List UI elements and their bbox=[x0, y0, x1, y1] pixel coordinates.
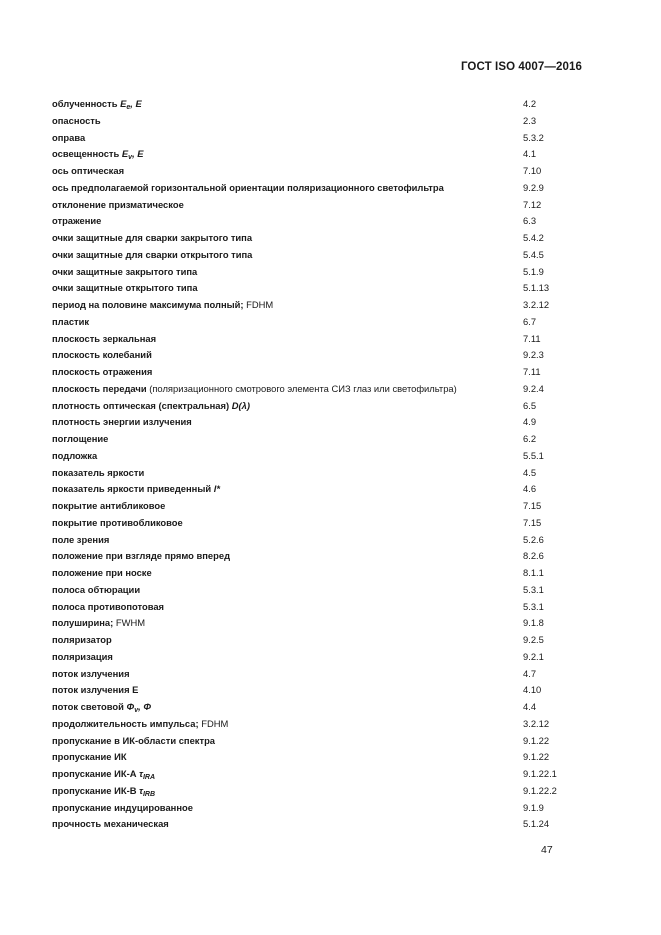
term-text: подложка bbox=[52, 449, 98, 461]
index-term bbox=[52, 565, 152, 582]
term-text: поглощение bbox=[52, 433, 109, 444]
section-reference: 4.1 bbox=[523, 148, 537, 160]
symbol-part: E bbox=[121, 148, 129, 160]
index-term bbox=[52, 615, 145, 632]
symbol-part: , bbox=[132, 148, 138, 160]
symbol-part: τ bbox=[139, 784, 143, 796]
section-reference: 5.3.2 bbox=[523, 131, 544, 143]
term-text: покрытие противобликовое bbox=[52, 516, 183, 528]
index-row bbox=[52, 414, 592, 431]
index-row bbox=[52, 733, 592, 750]
index-row bbox=[52, 615, 592, 632]
index-row bbox=[52, 481, 592, 498]
section-reference: 4.6 bbox=[523, 483, 537, 495]
section-reference: 3.2.12 bbox=[523, 299, 550, 310]
index-row bbox=[52, 331, 592, 348]
index-row bbox=[52, 431, 592, 448]
index-row bbox=[52, 599, 592, 616]
term-text: освещенность bbox=[52, 148, 120, 160]
term-symbol bbox=[120, 98, 142, 109]
term-text: показатель яркости приведенный bbox=[52, 483, 212, 495]
index-term bbox=[52, 548, 230, 565]
index-term bbox=[52, 180, 444, 197]
index-term bbox=[52, 113, 101, 130]
term-symbol bbox=[121, 148, 144, 162]
symbol-subscript: v bbox=[128, 154, 133, 162]
index-term bbox=[52, 381, 457, 398]
index-term bbox=[52, 783, 155, 800]
term-text: пропускание ИК-В bbox=[52, 784, 137, 796]
term-text: поле зрения bbox=[52, 533, 110, 545]
index-row bbox=[52, 699, 592, 716]
index-term bbox=[52, 163, 124, 180]
index-term bbox=[52, 632, 112, 649]
section-reference: 5.2.6 bbox=[523, 533, 544, 545]
index-term bbox=[52, 297, 273, 314]
section-reference: 9.1.22.1 bbox=[523, 768, 557, 779]
index-term bbox=[52, 314, 89, 331]
index-row bbox=[52, 197, 592, 214]
term-text: плоскость зеркальная bbox=[52, 332, 157, 344]
index-term bbox=[52, 96, 142, 113]
term-text: опасность bbox=[52, 114, 101, 126]
index-row bbox=[52, 766, 592, 783]
term-text: плоскость колебаний bbox=[52, 349, 152, 361]
index-term bbox=[52, 733, 215, 750]
symbol-part: E bbox=[120, 98, 127, 109]
index-term bbox=[52, 465, 144, 482]
index-row bbox=[52, 96, 592, 113]
index-row bbox=[52, 264, 592, 281]
index-row bbox=[52, 666, 592, 683]
section-reference: 7.11 bbox=[523, 366, 541, 377]
term-text: очки защитные для сварки закрытого типа bbox=[52, 232, 253, 243]
section-reference: 9.1.22 bbox=[523, 751, 550, 763]
symbol-part: Φ bbox=[143, 701, 152, 712]
index-row bbox=[52, 130, 592, 147]
term-text: полоса противопотовая bbox=[52, 600, 165, 612]
term-text: полоса обтюрации bbox=[52, 583, 141, 595]
section-reference: 5.1.9 bbox=[523, 265, 544, 277]
index-row bbox=[52, 213, 592, 230]
index-term bbox=[52, 666, 130, 683]
index-term bbox=[52, 716, 228, 733]
section-reference: 9.1.22 bbox=[523, 734, 550, 746]
section-reference: 4.5 bbox=[523, 466, 537, 478]
term-text: очки защитные закрытого типа bbox=[52, 265, 198, 277]
index-row bbox=[52, 565, 592, 582]
term-text: ось предполагаемой горизонтальной ориентации поляризационного светофильтра bbox=[52, 181, 444, 193]
index-term bbox=[52, 599, 164, 616]
index-term bbox=[52, 247, 252, 264]
section-reference: 7.15 bbox=[523, 516, 542, 528]
symbol-part: E bbox=[135, 98, 142, 109]
term-text: поток световой bbox=[52, 701, 124, 712]
index-term bbox=[52, 230, 252, 247]
section-reference: 6.3 bbox=[523, 215, 537, 227]
index-row bbox=[52, 682, 592, 699]
index-row bbox=[52, 632, 592, 649]
section-reference: 6.2 bbox=[523, 433, 537, 444]
term-text: полуширина; bbox=[52, 617, 114, 629]
term-text: плотность энергии излучения bbox=[52, 416, 192, 428]
index-term bbox=[52, 414, 192, 431]
term-text: плоскость отражения bbox=[52, 366, 153, 377]
term-text: отражение bbox=[52, 215, 102, 227]
index-row bbox=[52, 498, 592, 515]
term-symbol bbox=[214, 483, 220, 494]
section-reference: 4.4 bbox=[523, 701, 537, 712]
index-term bbox=[52, 146, 144, 163]
index-term bbox=[52, 682, 138, 699]
index-term bbox=[52, 800, 193, 817]
section-reference: 4.10 bbox=[523, 684, 542, 696]
section-reference: 5.4.2 bbox=[523, 232, 544, 243]
section-reference: 7.15 bbox=[523, 500, 542, 511]
symbol-subscript: IRB bbox=[142, 790, 155, 798]
symbol-subscript: IRA bbox=[142, 774, 155, 781]
section-reference: 7.10 bbox=[523, 165, 542, 176]
section-reference: 8.2.6 bbox=[523, 550, 544, 562]
section-reference: 9.2.5 bbox=[523, 634, 544, 645]
document-header: ГОСТ ISO 4007—2016 bbox=[460, 61, 582, 73]
section-reference: 9.2.3 bbox=[523, 349, 544, 361]
index-row bbox=[52, 582, 592, 599]
index-term bbox=[52, 749, 127, 766]
index-term bbox=[52, 364, 152, 381]
index-row bbox=[52, 230, 592, 247]
term-text: поляризация bbox=[52, 650, 113, 662]
index-row bbox=[52, 716, 592, 733]
index-row bbox=[52, 783, 592, 800]
term-text: продолжительность импульса; bbox=[52, 717, 199, 729]
index-term bbox=[52, 130, 85, 147]
term-text: показатель яркости bbox=[52, 466, 145, 478]
term-text: пропускание индуцированное bbox=[52, 801, 193, 813]
term-text: прочность механическая bbox=[52, 818, 169, 830]
term-note: FDHM bbox=[201, 717, 229, 729]
term-text: пластик bbox=[52, 315, 90, 327]
index-term bbox=[52, 264, 197, 281]
section-reference: 3.2.12 bbox=[523, 717, 550, 729]
symbol-part: D(λ) bbox=[231, 399, 250, 411]
index-term bbox=[52, 766, 155, 783]
index-term bbox=[52, 498, 165, 515]
section-reference: 9.1.9 bbox=[523, 801, 544, 813]
section-reference: 9.2.1 bbox=[523, 650, 544, 662]
term-text: отклонение призматическое bbox=[52, 198, 184, 210]
section-reference: 5.1.13 bbox=[523, 282, 550, 294]
index-term bbox=[52, 515, 183, 532]
section-reference: 4.9 bbox=[523, 416, 537, 428]
index-row bbox=[52, 381, 592, 398]
index-row bbox=[52, 146, 592, 163]
section-reference: 5.3.1 bbox=[523, 600, 544, 612]
index-row bbox=[52, 465, 592, 482]
index-row bbox=[52, 398, 592, 415]
term-text: очки защитные для сварки открытого типа bbox=[52, 248, 253, 260]
term-text: пропускание ИК-А bbox=[52, 768, 137, 779]
term-symbol bbox=[232, 400, 250, 411]
term-text: пропускание в ИК-области спектра bbox=[52, 734, 216, 746]
index-row bbox=[52, 314, 592, 331]
section-reference: 4.7 bbox=[523, 667, 537, 679]
index-term bbox=[52, 398, 250, 415]
term-text: облученность bbox=[52, 98, 118, 109]
index-row bbox=[52, 749, 592, 766]
section-reference: 5.3.1 bbox=[523, 583, 544, 595]
term-text: покрытие антибликовое bbox=[52, 500, 166, 511]
section-reference: 2.3 bbox=[523, 114, 537, 126]
section-reference: 5.4.5 bbox=[523, 248, 544, 260]
term-text: поляризатор bbox=[52, 634, 112, 645]
section-reference: 9.1.22.2 bbox=[523, 784, 557, 796]
section-reference: 8.1.1 bbox=[523, 567, 544, 578]
index-row bbox=[52, 649, 592, 666]
section-reference: 4.2 bbox=[523, 98, 537, 109]
symbol-subscript: e bbox=[126, 104, 131, 111]
index-row bbox=[52, 297, 592, 314]
term-index bbox=[52, 96, 592, 833]
term-text: пропускание ИК bbox=[52, 751, 127, 763]
term-note: FDHM bbox=[246, 299, 274, 310]
term-text: положение при носке bbox=[52, 567, 152, 578]
index-row bbox=[52, 280, 592, 297]
term-text: плоскость передачи bbox=[52, 382, 147, 394]
term-text: поток излучения Е bbox=[52, 684, 139, 696]
term-text: очки защитные открытого типа bbox=[52, 282, 198, 294]
index-row bbox=[52, 816, 592, 833]
index-row bbox=[52, 163, 592, 180]
term-note: FWHM bbox=[115, 617, 146, 629]
term-text: плотность оптическая (спектральная) bbox=[52, 399, 230, 411]
term-text: оправа bbox=[52, 131, 86, 143]
index-term bbox=[52, 481, 220, 498]
index-row bbox=[52, 548, 592, 565]
term-symbol bbox=[139, 768, 155, 779]
term-text: поток излучения bbox=[52, 667, 130, 679]
index-term bbox=[52, 347, 152, 364]
index-row bbox=[52, 515, 592, 532]
term-text: ось оптическая bbox=[52, 165, 125, 176]
index-term bbox=[52, 649, 113, 666]
symbol-part: τ bbox=[139, 768, 143, 779]
index-row bbox=[52, 247, 592, 264]
symbol-part: , bbox=[130, 98, 136, 109]
section-reference: 5.1.24 bbox=[523, 818, 550, 830]
symbol-part: E bbox=[137, 148, 144, 160]
index-row bbox=[52, 347, 592, 364]
index-term bbox=[52, 331, 156, 348]
section-reference: 7.11 bbox=[523, 332, 541, 344]
page-number: 47 bbox=[541, 844, 553, 856]
index-term bbox=[52, 431, 108, 448]
section-reference: 6.7 bbox=[523, 315, 537, 327]
index-row bbox=[52, 448, 592, 465]
index-term bbox=[52, 280, 198, 297]
section-reference: 5.5.1 bbox=[523, 449, 544, 461]
index-term bbox=[52, 213, 101, 230]
index-term bbox=[52, 582, 140, 599]
symbol-part: l* bbox=[213, 483, 220, 495]
symbol-part: Φ bbox=[126, 701, 135, 712]
index-row bbox=[52, 800, 592, 817]
section-reference: 7.12 bbox=[523, 198, 542, 210]
symbol-subscript: v bbox=[134, 707, 139, 714]
index-term bbox=[52, 532, 109, 549]
term-symbol bbox=[127, 701, 152, 712]
index-term bbox=[52, 197, 184, 214]
section-reference: 9.2.4 bbox=[523, 382, 544, 394]
index-row bbox=[52, 364, 592, 381]
term-text: положение при взгляде прямо вперед bbox=[52, 550, 231, 562]
index-row bbox=[52, 532, 592, 549]
index-row bbox=[52, 113, 592, 130]
section-reference: 9.1.8 bbox=[523, 617, 544, 629]
term-note: (поляризационного смотрового элемента СИЗ глаз или светофильтра) bbox=[149, 382, 457, 394]
index-term bbox=[52, 816, 169, 833]
section-reference: 9.2.9 bbox=[523, 181, 544, 193]
section-reference: 6.5 bbox=[523, 399, 537, 411]
term-text: период на половине максимума полный; bbox=[52, 299, 244, 310]
term-symbol bbox=[139, 785, 155, 796]
index-term bbox=[52, 699, 151, 716]
symbol-part: , bbox=[138, 701, 144, 712]
index-row bbox=[52, 180, 592, 197]
index-term bbox=[52, 448, 97, 465]
